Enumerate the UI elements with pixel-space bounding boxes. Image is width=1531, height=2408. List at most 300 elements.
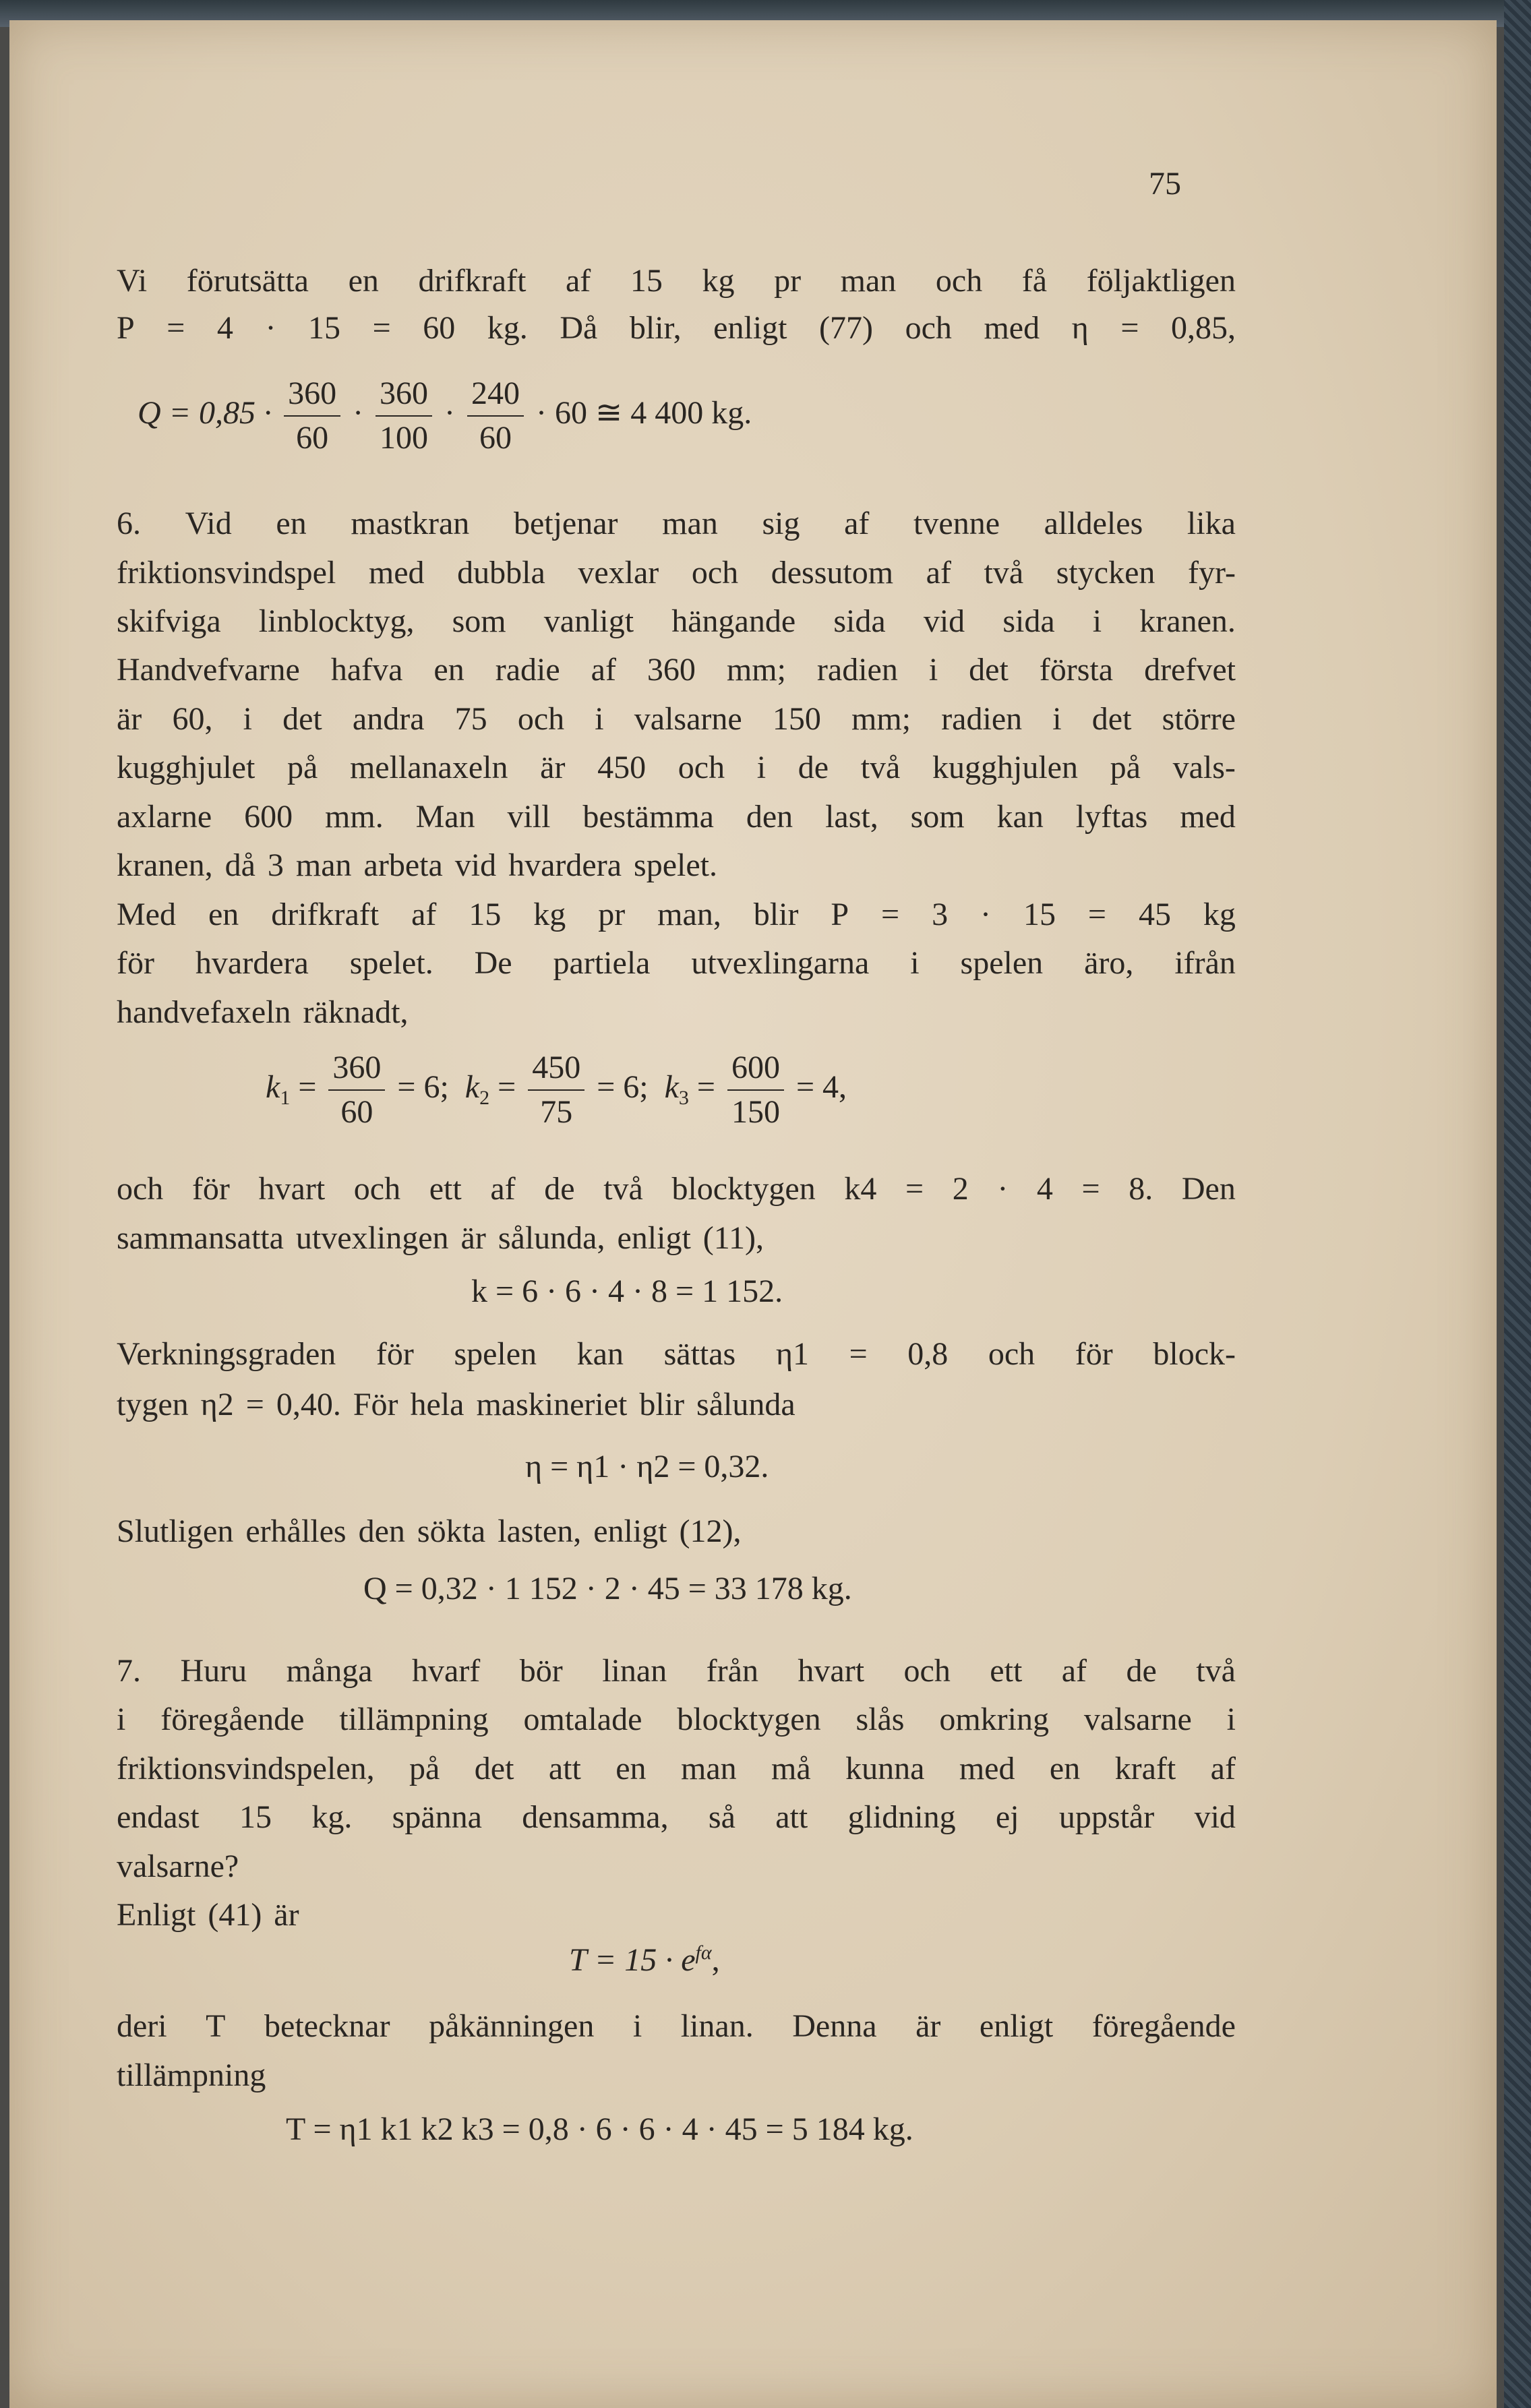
word: af xyxy=(1210,1751,1236,1786)
word: kraft xyxy=(1114,1751,1176,1786)
text-line xyxy=(117,1850,1236,1883)
word: man xyxy=(662,506,718,541)
word: · xyxy=(265,310,276,346)
word: fyr- xyxy=(1187,555,1236,591)
word: partiela xyxy=(553,945,651,981)
text-line xyxy=(117,605,1236,638)
word: vanligt xyxy=(543,603,634,639)
word: deri xyxy=(117,2008,167,2044)
word: sida xyxy=(833,603,886,639)
word: den xyxy=(358,1513,405,1549)
word: på xyxy=(287,750,318,785)
word: Enligt xyxy=(117,1897,196,1933)
word: många xyxy=(286,1653,373,1689)
word: vid xyxy=(1194,1799,1236,1835)
word: tygen xyxy=(117,1387,189,1422)
word: = xyxy=(881,897,900,932)
word: k4 xyxy=(844,1171,877,1207)
word: i xyxy=(117,1702,126,1737)
word: räknadt, xyxy=(303,994,409,1030)
text-line xyxy=(117,1389,1236,1421)
equation-eta: η = η1 · η2 = 0,32. xyxy=(525,1449,769,1484)
word: alldeles xyxy=(1044,506,1143,541)
word: är xyxy=(460,1220,486,1256)
text-line xyxy=(117,1515,1236,1548)
word: hängande xyxy=(671,603,796,639)
word: För xyxy=(353,1387,398,1422)
word: en xyxy=(433,652,464,688)
word: hvart xyxy=(258,1171,326,1207)
word: så xyxy=(708,1799,736,1835)
text-line xyxy=(117,899,1236,931)
word: dessutom xyxy=(771,555,894,591)
text-line xyxy=(117,557,1236,589)
word: 7. xyxy=(117,1653,141,1689)
word: och xyxy=(691,555,739,591)
word: radien xyxy=(941,701,1023,737)
word: 600 xyxy=(244,799,293,835)
equation-q2: Q = 0,32 · 1 152 · 2 · 45 = 33 178 kg. xyxy=(363,1571,852,1606)
word: en xyxy=(616,1751,647,1786)
word: i xyxy=(632,2008,642,2044)
word: (41) xyxy=(208,1897,262,1933)
word: och xyxy=(905,310,952,346)
text-line xyxy=(117,1655,1236,1687)
word: · xyxy=(997,1171,1009,1207)
page-number: 75 xyxy=(1149,166,1181,202)
word: Denna xyxy=(792,2008,877,2044)
word: sida xyxy=(1002,603,1055,639)
fraction: $\frac{240}{60}$ xyxy=(467,378,524,454)
word: blocktygen xyxy=(671,1171,816,1207)
word: följaktligen xyxy=(1086,263,1236,299)
word: η xyxy=(1071,310,1089,346)
word: af xyxy=(490,1171,516,1207)
word: äro, xyxy=(1084,945,1134,981)
word: i xyxy=(595,701,604,737)
text-line xyxy=(117,508,1236,540)
text-line xyxy=(117,1338,1236,1371)
word: 2 xyxy=(952,1171,969,1207)
word: det xyxy=(969,652,1009,688)
word: 15 xyxy=(308,310,341,346)
word: hvart xyxy=(798,1653,865,1689)
word: blir, xyxy=(629,310,682,346)
word: enligt xyxy=(593,1513,667,1549)
word: densamma, xyxy=(522,1799,669,1835)
word: Slutligen xyxy=(117,1513,234,1549)
word: last, xyxy=(825,799,878,835)
word: pr xyxy=(598,897,626,932)
word: = xyxy=(849,1336,868,1372)
word: sålunda xyxy=(696,1387,795,1422)
word: af xyxy=(1061,1653,1087,1689)
word: för xyxy=(1075,1336,1113,1372)
word: på xyxy=(409,1751,440,1786)
word: betecknar xyxy=(264,2008,390,2044)
word: Då xyxy=(560,310,598,346)
word: betjenar xyxy=(513,506,618,541)
text-line xyxy=(117,1753,1236,1785)
word: må xyxy=(771,1751,811,1786)
word: två xyxy=(603,1171,643,1207)
word: block- xyxy=(1153,1336,1236,1372)
word: omkring xyxy=(939,1702,1049,1737)
word: glidning xyxy=(847,1799,956,1835)
word: = xyxy=(905,1171,924,1207)
word: (12), xyxy=(679,1513,742,1549)
word: på xyxy=(1110,750,1141,785)
word: i xyxy=(243,701,252,737)
word: linan. xyxy=(680,2008,754,2044)
word: bestämma xyxy=(582,799,714,835)
equation-t2: T = η1 k1 k2 k3 = 0,8 · 6 · 6 · 4 · 45 = 5 184 kg. xyxy=(286,2111,913,2147)
word: och xyxy=(117,1171,164,1207)
equation-k-total: k = 6 · 6 · 4 · 8 = 1 152. xyxy=(471,1273,783,1309)
word: och xyxy=(353,1171,401,1207)
word: tvenne xyxy=(913,506,1000,541)
word: 60, xyxy=(172,701,213,737)
word: två xyxy=(860,750,901,785)
word: sammansatta xyxy=(117,1220,284,1256)
word: = xyxy=(1087,897,1106,932)
word: linan xyxy=(602,1653,667,1689)
word: två xyxy=(1196,1653,1236,1689)
word: hvarf xyxy=(412,1653,481,1689)
word: påkänningen xyxy=(429,2008,595,2044)
fraction: $\frac{600}{150}$ xyxy=(727,1052,784,1128)
text-line xyxy=(117,1704,1236,1736)
word: friktionsvindspel xyxy=(117,555,336,591)
word: lyftas xyxy=(1075,799,1148,835)
word: arbeta xyxy=(363,847,443,883)
word: föregående xyxy=(1091,2008,1236,2044)
word: endast xyxy=(117,1799,200,1835)
word: mastkran xyxy=(351,506,470,541)
text-line xyxy=(117,1222,1236,1255)
word: utvexlingen xyxy=(295,1220,449,1256)
book-page xyxy=(9,20,1497,2408)
word: kg. xyxy=(487,310,528,346)
word: linblocktyg, xyxy=(258,603,415,639)
word: i xyxy=(756,750,767,785)
fraction: $\frac{360}{100}$ xyxy=(376,378,432,454)
word: = xyxy=(245,1387,264,1422)
word: drifkraft xyxy=(418,263,527,299)
text-line xyxy=(117,1801,1236,1834)
text-line xyxy=(117,312,1236,344)
word: spänna xyxy=(392,1799,482,1835)
word: 15 xyxy=(239,1799,272,1835)
word: 0,85, xyxy=(1170,310,1236,346)
word: tillämpning xyxy=(117,2057,266,2093)
word: dubbla xyxy=(457,555,545,591)
word: som xyxy=(910,799,965,835)
word: Verkningsgraden xyxy=(117,1336,336,1372)
equation-q1: Q = 0,85 · $\frac{360}{60}$ · $\frac{360}{100}$ · $\frac{240}{60}$ · 60 ≅ 4 400 kg. xyxy=(138,375,752,456)
text-line xyxy=(117,265,1236,297)
word: spelet. xyxy=(634,847,717,883)
word: blir xyxy=(639,1387,685,1422)
word: blocktygen xyxy=(677,1702,821,1737)
word: blir xyxy=(753,897,799,932)
word: 60 xyxy=(423,310,456,346)
word: då xyxy=(224,847,256,883)
word: man xyxy=(295,847,352,883)
word: 8. xyxy=(1129,1171,1153,1207)
word: från xyxy=(706,1653,758,1689)
word: 450 xyxy=(597,750,647,785)
word: radie xyxy=(495,652,560,688)
word: är xyxy=(540,750,566,785)
word: uppstår xyxy=(1058,1799,1155,1835)
word: friktionsvindspelen, xyxy=(117,1751,375,1786)
word: föregående xyxy=(160,1702,305,1737)
word: och xyxy=(988,1336,1035,1372)
word: det xyxy=(282,701,322,737)
word: 4 xyxy=(1036,1171,1053,1207)
word: Den xyxy=(1181,1171,1236,1207)
word: Handvefvarne xyxy=(117,652,300,688)
word: T xyxy=(206,2008,226,2044)
word: radien xyxy=(816,652,898,688)
word: spelet. xyxy=(349,945,433,981)
word: med xyxy=(959,1751,1015,1786)
word: maskineriet xyxy=(476,1387,628,1422)
word: enligt xyxy=(979,2008,1054,2044)
word: en xyxy=(348,263,379,299)
word: af xyxy=(844,506,870,541)
word: att xyxy=(775,1799,808,1835)
word: enligt xyxy=(713,310,787,346)
word: större xyxy=(1162,701,1236,737)
word: hvardera xyxy=(508,847,622,883)
word: kg xyxy=(1203,897,1236,932)
word: kg xyxy=(533,897,566,932)
word: för xyxy=(117,945,154,981)
word: är xyxy=(915,2008,941,2044)
word: · xyxy=(980,897,991,932)
word: af xyxy=(411,897,437,932)
word: i xyxy=(928,652,938,688)
word: Man xyxy=(415,799,475,835)
word: drifkraft xyxy=(271,897,380,932)
text-line xyxy=(117,849,1236,882)
word: för xyxy=(376,1336,414,1372)
word: mellanaxeln xyxy=(349,750,508,785)
word: är xyxy=(117,701,142,737)
word: 45 xyxy=(1138,897,1171,932)
word: 6. xyxy=(117,506,141,541)
word: 0,8 xyxy=(907,1336,949,1372)
word: vid xyxy=(454,847,497,883)
text-line xyxy=(117,996,1236,1029)
cover-edge xyxy=(1504,0,1531,2408)
word: lasten, xyxy=(498,1513,582,1549)
word: bör xyxy=(519,1653,563,1689)
word: att xyxy=(548,1751,581,1786)
word: ett xyxy=(990,1653,1023,1689)
word: ej xyxy=(995,1799,1019,1835)
word: = xyxy=(1081,1171,1100,1207)
word: i xyxy=(910,945,920,981)
word: de xyxy=(1126,1653,1157,1689)
word: Med xyxy=(117,897,176,932)
text-line xyxy=(117,2010,1236,2043)
word: sig xyxy=(762,506,800,541)
word: kg xyxy=(702,263,735,299)
word: 15 xyxy=(630,263,663,299)
word: drefvet xyxy=(1144,652,1236,688)
word: och xyxy=(935,263,983,299)
word: 15 xyxy=(469,897,502,932)
word: tillämpning xyxy=(339,1702,489,1737)
word: med xyxy=(1180,799,1236,835)
word: man xyxy=(840,263,897,299)
word: 3 xyxy=(267,847,284,883)
word: = xyxy=(1120,310,1139,346)
word: enligt xyxy=(617,1220,691,1256)
word: med xyxy=(368,555,425,591)
word: kg. xyxy=(311,1799,353,1835)
word: förutsätta xyxy=(186,263,309,299)
word: 360 xyxy=(647,652,696,688)
word: 75 xyxy=(454,701,487,737)
word: pr xyxy=(774,263,802,299)
word: två xyxy=(984,555,1024,591)
word: hela xyxy=(410,1387,464,1422)
word: Vi xyxy=(117,263,148,299)
word: skifviga xyxy=(117,603,221,639)
word: hvardera xyxy=(195,945,309,981)
word: och xyxy=(517,701,565,737)
text-line xyxy=(117,703,1236,735)
word: stycken xyxy=(1056,555,1155,591)
word: mm. xyxy=(325,799,384,835)
equation-t1: $T = 15 \cdot e^{f\alpha}$, xyxy=(569,1942,720,1978)
text-line xyxy=(117,752,1236,784)
word: De xyxy=(474,945,512,981)
word: för xyxy=(191,1171,230,1207)
equation-k-ratios: $k_1$ = $\frac{360}{60}$ = 6; $k_2$ = $\frac{450}{75}$ = 6; $k_3$ = $\frac{600}{150}$ = 4, xyxy=(266,1050,847,1130)
word: med xyxy=(984,310,1040,346)
word: de xyxy=(798,750,829,785)
word: utvexlingarna xyxy=(691,945,870,981)
word: hafva xyxy=(330,652,403,688)
word: första xyxy=(1039,652,1114,688)
word: kunna xyxy=(845,1751,925,1786)
word: handvefaxeln xyxy=(117,994,291,1030)
word: och xyxy=(903,1653,951,1689)
word: den xyxy=(746,799,793,835)
word: af xyxy=(926,555,951,591)
word: sålunda, xyxy=(498,1220,605,1256)
word: få xyxy=(1021,263,1048,299)
word: i xyxy=(1092,603,1102,639)
word: 0,40. xyxy=(276,1387,341,1422)
text-line xyxy=(117,2059,1236,2092)
fraction: $\frac{360}{60}$ xyxy=(284,378,340,454)
word: vals- xyxy=(1172,750,1236,785)
word: 4 xyxy=(216,310,233,346)
word: sättas xyxy=(663,1336,736,1372)
word: ifrån xyxy=(1174,945,1236,981)
word: och xyxy=(678,750,725,785)
word: = xyxy=(372,310,391,346)
text-line xyxy=(117,654,1236,686)
word: af xyxy=(566,263,591,299)
word: kranen, xyxy=(117,847,213,883)
word: i xyxy=(1226,1702,1236,1737)
word: det xyxy=(474,1751,514,1786)
word: en xyxy=(1049,1751,1081,1786)
word: mm; xyxy=(851,701,911,737)
word: kan xyxy=(996,799,1044,835)
word: erhålles xyxy=(245,1513,347,1549)
word: 15 xyxy=(1023,897,1056,932)
word: kan xyxy=(576,1336,624,1372)
word: vid xyxy=(923,603,965,639)
word: P xyxy=(117,310,135,346)
word: mm; xyxy=(726,652,786,688)
word: spelen xyxy=(454,1336,537,1372)
word: kugghjulen xyxy=(932,750,1078,785)
word: (77) xyxy=(819,310,874,346)
word: valsarne xyxy=(1083,1702,1192,1737)
word: man, xyxy=(657,897,721,932)
text-line xyxy=(117,801,1236,833)
word: slås xyxy=(855,1702,905,1737)
word: P xyxy=(831,897,849,932)
word: de xyxy=(544,1171,575,1207)
word: 150 xyxy=(772,701,821,737)
text-line xyxy=(117,947,1236,980)
fraction: $\frac{450}{75}$ xyxy=(528,1052,584,1128)
word: spelen xyxy=(960,945,1044,981)
word: sökta xyxy=(417,1513,486,1549)
word: Vid xyxy=(185,506,232,541)
word: vill xyxy=(507,799,551,835)
word: en xyxy=(208,897,239,932)
word: omtalade xyxy=(523,1702,642,1737)
word: är xyxy=(274,1897,299,1933)
word: Huru xyxy=(180,1653,247,1689)
text-line xyxy=(117,1173,1236,1205)
word: en xyxy=(276,506,307,541)
word: som xyxy=(452,603,506,639)
word: η1 xyxy=(775,1336,809,1372)
word: ett xyxy=(429,1171,462,1207)
word: kranen. xyxy=(1139,603,1236,639)
word: = xyxy=(167,310,185,346)
word: axlarne xyxy=(117,799,212,835)
word: af xyxy=(591,652,616,688)
word: 3 xyxy=(932,897,949,932)
word: det xyxy=(1091,701,1132,737)
word: i xyxy=(1052,701,1062,737)
word: η2 xyxy=(200,1387,234,1422)
word: (11), xyxy=(702,1220,764,1256)
word: lika xyxy=(1187,506,1236,541)
word: vexlar xyxy=(578,555,659,591)
word: man xyxy=(680,1751,737,1786)
word: kugghjulet xyxy=(117,750,256,785)
fraction: $\frac{360}{60}$ xyxy=(328,1052,385,1128)
word: valsarne xyxy=(634,701,742,737)
text-line xyxy=(117,1899,1236,1931)
word: andra xyxy=(352,701,425,737)
word: valsarne? xyxy=(117,1848,239,1884)
